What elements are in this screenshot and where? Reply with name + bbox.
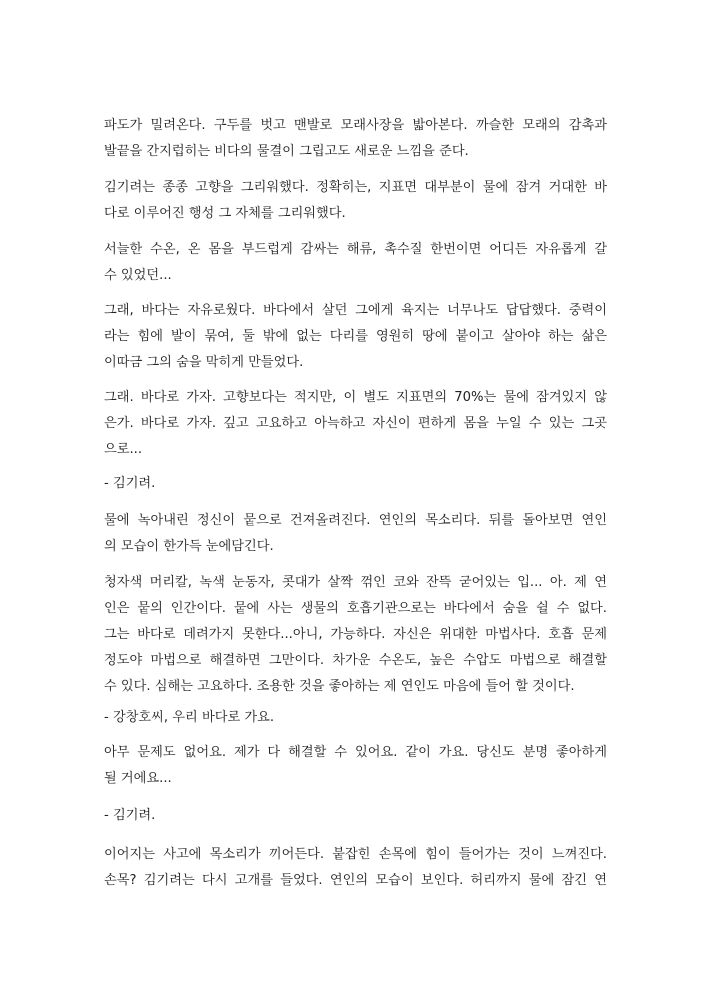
text-line: 김기려는 종종 고향을 그리워했다. 정확히는, 지표면 대부분이 물에 잠겨 거대한 바 [104, 180, 607, 195]
text-line: 그래, 바다는 자유로웠다. 바다에서 살던 그에게 육지는 너무나도 답답했다. 중력이 [104, 303, 607, 318]
text-line: 파도가 밀려온다. 구두를 벗고 맨발로 모래사장을 밟아본다. 까슬한 모래의 감촉과 [104, 118, 607, 133]
paragraph [104, 175, 607, 227]
paragraph [104, 842, 607, 894]
paragraph [104, 508, 607, 560]
text-line: 청자색 머리칼, 녹색 눈동자, 콧대가 살짝 꺾인 코와 잔뜩 굳어있는 입... 아. 제 연 [104, 575, 607, 590]
text-line: 물에 녹아내린 정신이 뭍으로 건져올려진다. 연인의 목소리다. 뒤를 돌아보면 연인 [104, 513, 607, 528]
dialogue-line [104, 803, 607, 829]
paragraph [104, 113, 607, 165]
text-line: 인은 뭍의 인간이다. 뭍에 사는 생물의 호흡기관으로는 바다에서 숨을 쉴 수 없다. [104, 601, 607, 616]
dialogue-line [104, 705, 607, 731]
text-line: 이어지는 사고에 목소리가 끼어든다. 붙잡힌 손목에 힘이 들어가는 것이 느껴진다. [104, 847, 607, 862]
text-line: - 강창호씨, 우리 바다로 가요. [104, 710, 275, 725]
text-line: 이따금 그의 숨을 막히게 만들었다. [104, 355, 304, 370]
dialogue-line [104, 471, 607, 497]
text-line: 그는 바다로 데려가지 못한다...아니, 가능하다. 자신은 위대한 마법사다. 호흡 문제 [104, 627, 607, 642]
text-line: 의 모습이 한가득 눈에담긴다. [104, 539, 274, 554]
text-line: 아무 문제도 없어요. 제가 다 해결할 수 있어요. 같이 가요. 당신도 분명 좋아하게 [104, 745, 607, 760]
paragraph [104, 298, 607, 376]
text-line: 수 있었던... [104, 268, 172, 283]
text-line: 그래. 바다로 가자. 고향보다는 적지만, 이 별도 지표면의 70%는 물에 잠겨있지 않 [104, 390, 607, 405]
text-line: 손목? 김기려는 다시 고개를 들었다. 연인의 모습이 보인다. 허리까지 물에 잠긴 연 [104, 873, 607, 888]
text-line: 될 거에요... [104, 771, 172, 786]
paragraph [104, 740, 607, 792]
text-line: 다로 이루어진 행성 그 자체를 그리워했다. [104, 206, 346, 221]
text-line: 라는 힘에 발이 묶여, 둘 밖에 없는 다리를 영원히 땅에 붙이고 살아야 하는 삶은 [104, 329, 607, 344]
paragraph [104, 385, 607, 463]
text-line: - 김기려. [104, 808, 156, 823]
text-line: 정도야 마법으로 해결하면 그만이다. 차가운 수온도, 높은 수압도 마법으로 해결할 [104, 653, 607, 668]
text-line: 수 있다. 심해는 고요하다. 조용한 것을 좋아하는 제 연인도 마음에 들어 할 것이다. [104, 679, 575, 694]
text-line: - 김기려. [104, 476, 156, 491]
text-line: 발끝을 간지럽히는 비다의 물결이 그립고도 새로운 느낌을 준다. [104, 144, 469, 159]
paragraph [104, 570, 607, 700]
text-line: 은가. 바다로 가자. 깊고 고요하고 아늑하고 자신이 편하게 몸을 누일 수 있는 그곳 [104, 416, 607, 431]
text-line: 서늘한 수온, 온 몸을 부드럽게 감싸는 해류, 촉수질 한번이면 어디든 자유롭게 갈 [104, 242, 607, 257]
text-line: 으로... [104, 442, 143, 457]
paragraph [104, 237, 607, 289]
